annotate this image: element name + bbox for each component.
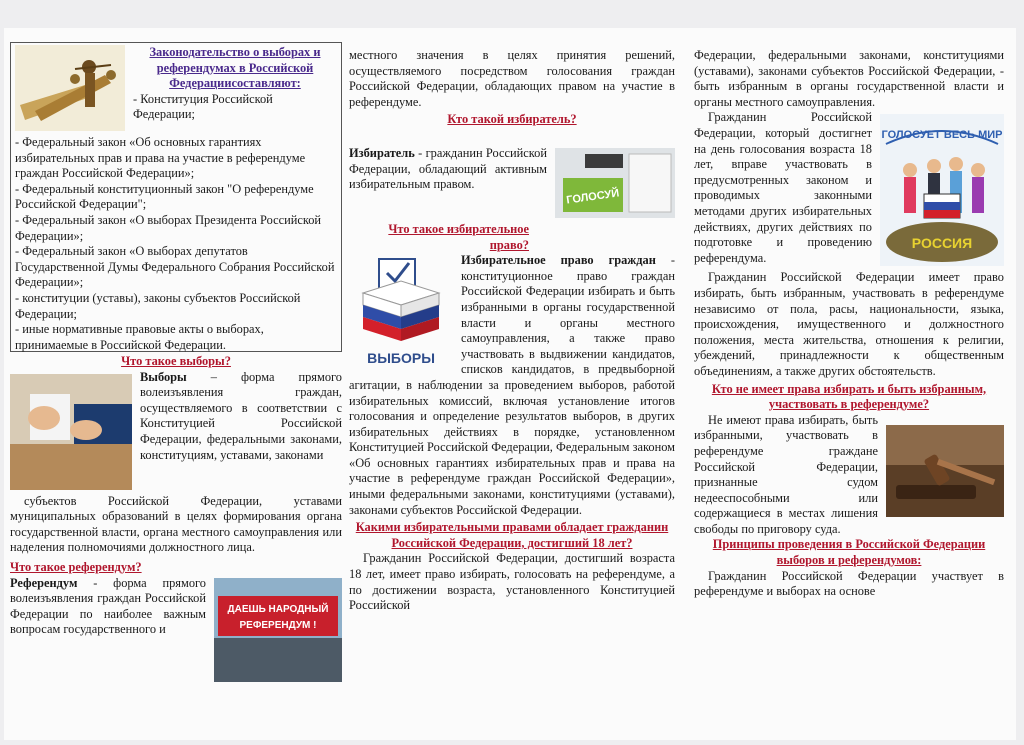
elections-definition-cont: субъектов Российской Федерации, уставами муниципальных образований в целях формирования органа государственной власти, органа местного самоуправления или наделения полномочиями должностного лица. [10, 493, 342, 555]
elections-definition: – форма прямого волеизъявления граждан, осуществляемого в соответствии с Конституцией Российской Федерации, федеральными законами, конституциям, уставами, законами [140, 369, 342, 462]
poster-top-text: ГОЛОСУЕТ ВЕСЬ МИР [881, 129, 1003, 142]
poster-bottom-text: РОССИЯ [911, 235, 973, 252]
participation-section [694, 110, 1004, 266]
vybory-logo [349, 253, 453, 369]
elections-section [10, 370, 342, 556]
ballot-hands-image [10, 374, 132, 490]
legislation-item: - иные нормативные правовые акты о выборах, принимаемые в Российской Федерации. [15, 322, 264, 352]
electoral-right-term: Избирательное право граждан [461, 253, 656, 268]
referendum-section [10, 576, 342, 638]
rights-18-cont: Федерации, федеральными законами, конституциями (уставами), законами субъектов Российской Федерации, - быть избранным в органы государственной власти и органы местного самоуправления. [694, 48, 1004, 109]
legislation-title: Законодательство о выборах и референдумах в Российской Федерациисоставляют: [149, 45, 321, 91]
rights-18-text: Гражданин Российской Федерации, достигший возраста 18 лет, имеет право избирать, голосовать на референдуме, а по достижении возраста, установленного Конституцией Российской [349, 551, 675, 613]
electoral-right-heading: Что такое избирательное право? [388, 221, 529, 252]
referendum-definition: - форма прямого волеизъявления граждан Российской Федерации по наиболее важным вопросам государственного и [10, 575, 206, 637]
column-left [10, 28, 342, 686]
equality-text: Гражданин Российской Федерации имеет право избирать, быть избранным, участвовать в референдуме независимо от пола, расы, национальности, языка, происхождения, имущественного и должностного положения, места жительства, отношения к религии, убеждений, принадлежности к общественным объединениям, а также других обстоятельств. [694, 270, 1004, 378]
no-rights-heading: Кто не имеет права избирать и быть избранным, участвовать в референдуме? [711, 381, 987, 412]
rights-18-heading: Какими избирательными правами обладает гражданин Российской Федерации, достигший 18 лет? [355, 520, 669, 550]
themis-statue-image [15, 45, 125, 131]
principles-text: Гражданин Российской Федерации участвует в референдуме и выборах на основе [694, 568, 1004, 599]
legislation-list [15, 92, 337, 354]
column-middle [349, 48, 675, 614]
voter-heading: Кто такой избиратель? [447, 112, 577, 127]
referendum-term: Референдум [10, 575, 78, 590]
participation-text: Гражданин Российской Федерации, который достигнет на день голосования возраста 18 лет, вправе участвовать в предусмотренных законом и проводимых законными методами других избирательных действиях, других действиях по подготовке и проведению референдума. [694, 110, 872, 265]
vybory-label: ВЫБОРЫ [367, 350, 435, 367]
referendum-definition-cont: местного значения в целях принятия решений, осуществляемого посредством голосования граждан Российской Федерации, обладающих правом на участие в референдуме. [349, 48, 675, 109]
legislation-item: - Федеральный закон «О выборах Президента Российской Федерации»; [15, 212, 322, 243]
voter-definition: - гражданин Российской Федерации, обладающий активным избирательным правом. [349, 145, 547, 192]
legislation-box [10, 42, 342, 352]
elections-term: Выборы [140, 369, 187, 384]
ballot-label: ГОЛОСУЙ [565, 187, 621, 207]
referendum-banner-text: ДАЕШЬ НАРОДНЫЙ [227, 603, 329, 615]
column-right [694, 48, 1004, 600]
electoral-right-section [349, 253, 675, 518]
legislation-item: - Конституция Российской Федерации; [133, 91, 273, 122]
voter-term: Избиратель [349, 145, 415, 160]
legislation-item: - конституции (уставы), законы субъектов Российской Федерации; [15, 290, 301, 321]
legislation-item: - Федеральный закон «Об основных гарантиях избирательных прав и права на участие в референдуме граждан Российской Федерации»; [15, 135, 306, 181]
electoral-right-definition: - конституционное право граждан Российской Федерации избирать и быть избранными в органы государственной власти и органы местного самоуправления, а также право участвовать в выдвижении кандидатов, списков кандидатов, в предвыборной агитации, в наблюдении за проведением выборов, работой избирательных комиссий, включая установление итогов голосования и определение результатов выборов, в других избирательных действиях в порядке, установленном Конституцией Российской Федерации, Федеральным законом «Об основных гарантиях избирательных прав и права на участие в референдуме граждан Российской Федерации», иными федеральными законами, конституциями (уставами), законами субъектов Российской Федерации. [349, 253, 675, 517]
voter-section [349, 145, 675, 207]
referendum-heading: Что такое референдум? [10, 559, 142, 574]
gavel-image [886, 425, 1004, 517]
no-rights-section [694, 413, 1004, 538]
svg-text:РЕФЕРЕНДУМ !: РЕФЕРЕНДУМ ! [239, 619, 317, 631]
referendum-banner-image [214, 578, 342, 682]
ballot-box-photo [555, 148, 675, 218]
no-rights-text: Не имеют права избирать, быть избранными, участвовать в референдуме граждане Российской Федерации, признанные судом недееспособными или содержащиеся в местах лишения свободы по приговору суда. [694, 412, 878, 536]
legislation-item: - Федеральный конституционный закон "О референдуме Российской Федерации"; [15, 181, 314, 212]
leaflet-page [4, 28, 1016, 740]
elections-heading: Что такое выборы? [121, 354, 231, 368]
legislation-item: - Федеральный закон «О выборах депутатов Государственной Думы Федерального Собрания Российской Федерации»; [15, 244, 335, 290]
world-votes-poster [880, 114, 1004, 266]
principles-heading: Принципы проведения в Российской Федерации выборов и референдумов: [712, 537, 986, 568]
